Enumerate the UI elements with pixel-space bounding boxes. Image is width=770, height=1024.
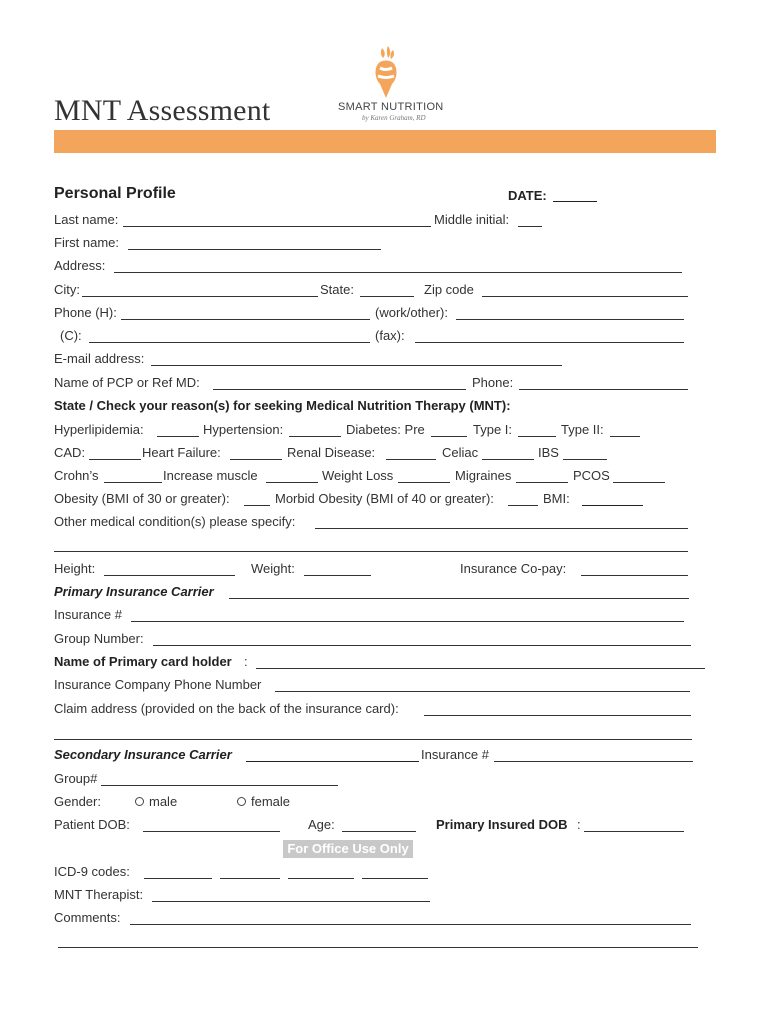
insurance-number-label: Insurance # [54, 607, 122, 622]
primary-holder-label: Name of Primary card holder [54, 654, 232, 669]
logo-byline: by Karen Graham, RD [362, 114, 426, 122]
primary-insured-dob-colon: : [577, 817, 581, 832]
cell-phone-label: (C): [60, 328, 82, 343]
ibs-field[interactable] [563, 459, 607, 460]
increase-muscle-field[interactable] [266, 482, 318, 483]
phone-home-label: Phone (H): [54, 305, 117, 320]
ibs-label: IBS [538, 445, 559, 460]
claim-address-field[interactable] [424, 715, 691, 716]
icd9-code-3[interactable] [288, 878, 354, 879]
page-title: MNT Assessment [54, 94, 271, 127]
diabetes-pre-field[interactable] [431, 436, 467, 437]
pcp-label: Name of PCP or Ref MD: [54, 375, 200, 390]
age-field[interactable] [342, 831, 416, 832]
pcp-field[interactable] [213, 389, 466, 390]
other-conditions-line[interactable] [54, 551, 688, 552]
address-label: Address: [54, 258, 106, 273]
middle-initial-label: Middle initial: [434, 212, 510, 227]
migraines-label: Migraines [455, 468, 512, 483]
type1-label: Type I: [473, 422, 513, 437]
fax-field[interactable] [415, 342, 684, 343]
pcp-phone-field[interactable] [519, 389, 688, 390]
obesity-label: Obesity (BMI of 30 or greater): [54, 491, 230, 506]
renal-disease-field[interactable] [386, 459, 436, 460]
primary-carrier-field[interactable] [229, 598, 689, 599]
secondary-carrier-field[interactable] [246, 761, 419, 762]
hyperlipidemia-field[interactable] [157, 436, 199, 437]
cad-field[interactable] [89, 459, 141, 460]
section-title: Personal Profile [54, 185, 176, 202]
secondary-carrier-label: Secondary Insurance Carrier [54, 747, 232, 762]
icd9-label: ICD-9 codes: [54, 864, 130, 879]
primary-holder-colon: : [244, 654, 248, 669]
fax-label: (fax): [375, 328, 405, 343]
therapist-field[interactable] [152, 901, 430, 902]
secondary-insurance-number-field[interactable] [494, 761, 693, 762]
group-hash-label: Group# [54, 771, 98, 786]
other-conditions-label: Other medical condition(s) please specify: [54, 514, 296, 529]
pcos-label: PCOS [573, 468, 610, 483]
icd9-code-4[interactable] [362, 878, 428, 879]
claim-address-line[interactable] [54, 739, 692, 740]
hyperlipidemia-label: Hyperlipidemia: [54, 422, 144, 437]
type2-label: Type II: [561, 422, 604, 437]
icd9-code-1[interactable] [144, 878, 212, 879]
heart-failure-field[interactable] [230, 459, 282, 460]
state-label: State: [320, 282, 354, 297]
zip-code-label: Zip code [424, 282, 474, 297]
morbid-obesity-field[interactable] [508, 505, 538, 506]
type1-field[interactable] [518, 436, 556, 437]
comments-label: Comments: [54, 910, 121, 925]
migraines-field[interactable] [516, 482, 568, 483]
primary-holder-field[interactable] [256, 668, 705, 669]
crohns-field[interactable] [104, 482, 162, 483]
weight-loss-field[interactable] [398, 482, 450, 483]
icd9-code-2[interactable] [220, 878, 280, 879]
insurance-copay-label: Insurance Co-pay: [460, 561, 567, 576]
celiac-label: Celiac [442, 445, 479, 460]
logo-name: SMART NUTRITION [338, 101, 444, 113]
comments-line[interactable] [58, 947, 698, 948]
secondary-insurance-number-label: Insurance # [421, 747, 489, 762]
email-field[interactable] [151, 365, 562, 366]
gender-label: Gender: [54, 794, 101, 809]
cad-label: CAD: [54, 445, 86, 460]
male-radio[interactable] [135, 797, 144, 806]
group-number-field[interactable] [153, 645, 691, 646]
morbid-obesity-label: Morbid Obesity (BMI of 40 or greater): [275, 491, 494, 506]
cell-phone-field[interactable] [89, 342, 370, 343]
female-label: female [251, 794, 291, 809]
comments-field[interactable] [130, 924, 691, 925]
diabetes-pre-label: Diabetes: Pre [346, 422, 425, 437]
age-label: Age: [308, 817, 335, 832]
weight-loss-label: Weight Loss [322, 468, 394, 483]
other-conditions-field[interactable] [315, 528, 688, 529]
group-hash-field[interactable] [101, 785, 338, 786]
email-label: E-mail address: [54, 351, 145, 366]
first-name-label: First name: [54, 235, 120, 250]
primary-insured-dob-label: Primary Insured DOB [436, 817, 568, 832]
address-field[interactable] [114, 272, 682, 273]
height-field[interactable] [104, 575, 235, 576]
reason-heading: State / Check your reason(s) for seeking Medical Nutrition Therapy (MNT): [54, 398, 511, 413]
primary-insured-dob-field[interactable] [584, 831, 684, 832]
first-name-field[interactable] [128, 249, 381, 250]
bmi-label: BMI: [543, 491, 570, 506]
height-label: Height: [54, 561, 96, 576]
weight-field[interactable] [304, 575, 371, 576]
insurance-phone-field[interactable] [275, 691, 690, 692]
type2-field[interactable] [610, 436, 640, 437]
date-field[interactable] [553, 189, 597, 202]
work-phone-field[interactable] [456, 319, 684, 320]
last-name-field[interactable] [123, 226, 431, 227]
group-number-label: Group Number: [54, 631, 144, 646]
state-field[interactable] [360, 296, 414, 297]
middle-initial-field[interactable] [518, 226, 542, 227]
pcos-field[interactable] [613, 482, 665, 483]
insurance-phone-label: Insurance Company Phone Number [54, 677, 262, 692]
patient-dob-label: Patient DOB: [54, 817, 130, 832]
male-label: male [149, 794, 178, 809]
therapist-label: MNT Therapist: [54, 887, 144, 902]
bmi-field[interactable] [582, 505, 643, 506]
date-label: DATE: [508, 188, 547, 203]
last-name-label: Last name: [54, 212, 119, 227]
patient-dob-field[interactable] [143, 831, 280, 832]
weight-label: Weight: [251, 561, 295, 576]
primary-carrier-label: Primary Insurance Carrier [54, 584, 214, 599]
office-use-banner: For Office Use Only [283, 840, 413, 858]
hypertension-label: Hypertension: [203, 422, 284, 437]
female-radio[interactable] [237, 797, 246, 806]
increase-muscle-label: Increase muscle [163, 468, 258, 483]
pcp-phone-label: Phone: [472, 375, 514, 390]
phone-home-field[interactable] [121, 319, 370, 320]
work-phone-label: (work/other): [375, 305, 448, 320]
header-accent-bar [54, 130, 716, 153]
celiac-field[interactable] [482, 459, 534, 460]
heart-failure-label: Heart Failure: [142, 445, 221, 460]
insurance-number-field[interactable] [131, 621, 684, 622]
obesity-field[interactable] [244, 505, 270, 506]
claim-address-label: Claim address (provided on the back of the insurance card): [54, 701, 399, 716]
city-label: City: [54, 282, 80, 297]
zip-code-field[interactable] [482, 296, 688, 297]
crohns-label: Crohn’s [54, 468, 99, 483]
city-field[interactable] [82, 296, 318, 297]
insurance-copay-field[interactable] [581, 575, 688, 576]
renal-disease-label: Renal Disease: [287, 445, 376, 460]
hypertension-field[interactable] [289, 436, 341, 437]
